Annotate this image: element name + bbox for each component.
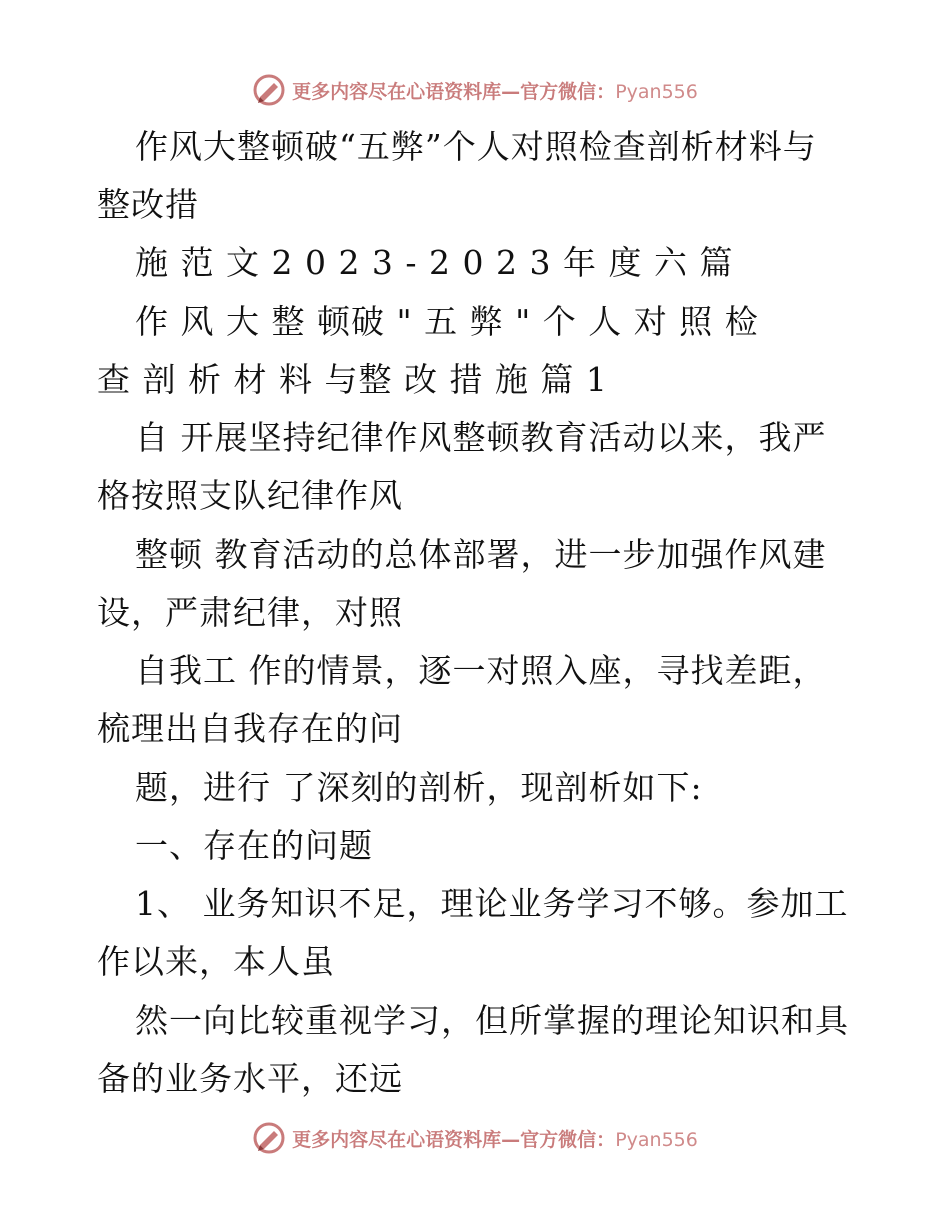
doc-line-11: 梳理出自我存在的问 — [97, 709, 403, 748]
doc-line-4: 作 风 大 整 顿破 " 五 弊 " 个 人 对 照 检 — [135, 302, 759, 341]
doc-line-7: 格按照支队纪律作风 — [97, 476, 403, 515]
footer-banner — [0, 1118, 950, 1158]
pen-logo-icon — [252, 1121, 286, 1155]
header-banner — [0, 70, 950, 110]
doc-line-17: 备的业务水平，还远 — [97, 1059, 403, 1098]
doc-line-1: 作风大整顿破“五弊”个人对照检查剖析材料与 — [135, 127, 817, 166]
doc-line-14: 1、 业务知识不足，理论业务学习不够。参加工 — [135, 884, 849, 923]
doc-line-6: 自 开展坚持纪律作风整顿教育活动以来，我严 — [135, 418, 827, 457]
doc-line-12: 题，进行 了深刻的剖析，现剖析如下: — [135, 768, 703, 807]
doc-line-16: 然一向比较重视学习，但所掌握的理论知识和具 — [135, 1001, 849, 1040]
doc-line-8: 整顿 教育活动的总体部署，进一步加强作风建 — [135, 535, 827, 574]
doc-line-2: 整改措 — [97, 185, 199, 224]
doc-line-5: 查 剖 析 材 料 与整 改 措 施 篇 1 — [97, 360, 608, 399]
doc-line-9: 设，严肃纪律，对照 — [97, 593, 403, 632]
pen-logo-icon — [252, 73, 286, 107]
doc-line-3: 施 范 文 2 0 2 3 - 2 0 2 3 年 度 六 篇 — [135, 243, 734, 282]
doc-line-15: 作以来，本人虽 — [97, 942, 335, 981]
banner-text: 更多内容尽在心语资料库—官方微信：Pyan556 — [292, 1128, 698, 1151]
banner-text: 更多内容尽在心语资料库—官方微信：Pyan556 — [292, 80, 698, 103]
section-heading: 一、存在的问题 — [135, 826, 373, 865]
doc-line-10: 自我工 作的情景，逐一对照入座，寻找差距， — [135, 651, 827, 690]
